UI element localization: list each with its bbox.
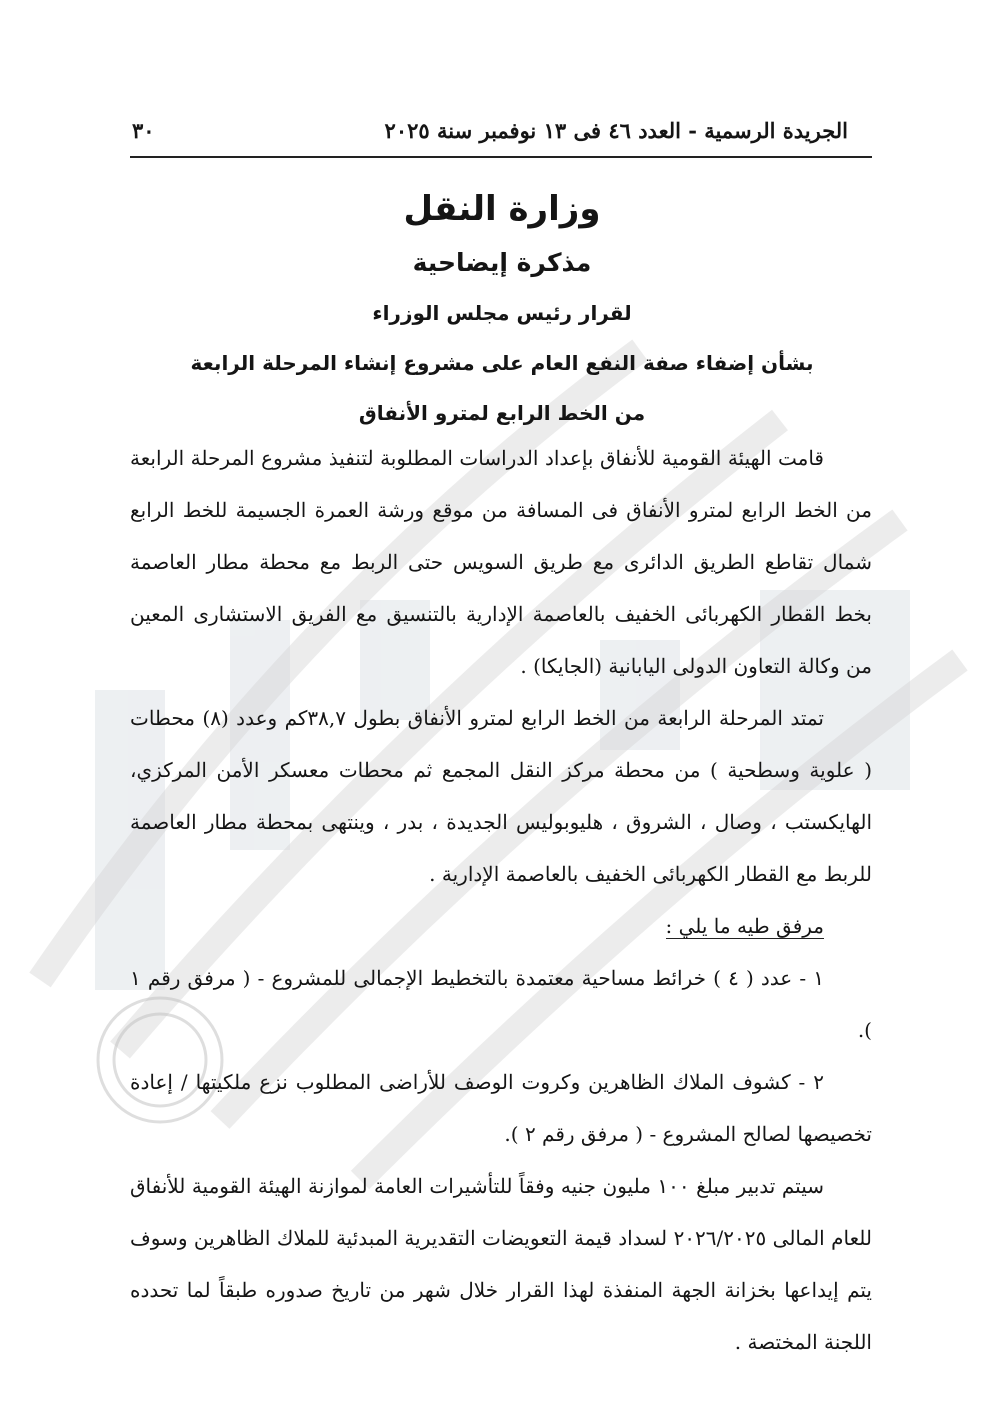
memo-title: مذكرة إيضاحية bbox=[412, 248, 592, 277]
page-header bbox=[132, 112, 848, 148]
title-block bbox=[132, 180, 872, 438]
paragraph-studies: قامت الهيئة القومية للأنفاق بإعداد الدراسات المطلوبة لتنفيذ مشروع المرحلة الرابعة من الخط الرابع لمترو الأنفاق فى المسافة من موقع ورشة العمرة الجسيمة للخط الرابع شمال تقاطع الطريق الدائرى مع طريق السويس حتى الربط مع محطة مطار العاصمة بخط القطار الكهربائى الخفيف بالعاصمة الإدارية بالتنسيق مع الفريق الاستشارى المعين من وكالة التعاون الدولى اليابانية (الجايكا) . bbox=[130, 446, 872, 678]
paragraph-budget: سيتم تدبير مبلغ ١٠٠ مليون جنيه وفقاً للتأشيرات العامة لموازنة الهيئة القومية للأنفاق للعام المالى ٢٠٢٦/٢٠٢٥ لسداد قيمة التعويضات التقديرية المبدئية للملاك الظاهرين وسوف يتم إيداعها بخزانة الجهة المنفذة لهذا القرار خلال شهر من تاريخ صدوره طبقاً لما تحدده اللجنة المختصة . bbox=[130, 1174, 872, 1354]
memo-body bbox=[130, 432, 872, 1368]
attachment-item-2: ٢ - كشوف الملاك الظاهرين وكروت الوصف للأراضى المطلوب نزع ملكيتها / إعادة تخصيصها لصالح المشروع - ( مرفق رقم ٢ ). bbox=[130, 1070, 872, 1146]
page-number: ٣٠ bbox=[132, 117, 155, 143]
attachment-item-1: ١ - عدد ( ٤ ) خرائط مساحية معتمدة بالتخطيط الإجمالى للمشروع - ( مرفق رقم ١ ). bbox=[130, 966, 872, 1042]
ministry-title: وزارة النقل bbox=[403, 189, 601, 229]
paragraph-phase-extent: تمتد المرحلة الرابعة من الخط الرابع لمترو الأنفاق بطول ٣٨,٧كم وعدد (٨) محطات ( علوية وسطحية ) من محطة مركز النقل المجمع ثم محطات معسكر الأمن المركزي، الهايكستب ، وصال ، الشروق ، هليوبوليس الجديدة ، بدر ، وينتهى بمحطة مطار العاصمة للربط مع القطار الكهربائى الخفيف بالعاصمة الإدارية . bbox=[130, 706, 872, 886]
header-divider bbox=[130, 156, 872, 158]
subject-line-2: من الخط الرابع لمترو الأنفاق bbox=[358, 401, 646, 425]
subject-line-1: بشأن إضفاء صفة النفع العام على مشروع إنشاء المرحلة الرابعة bbox=[190, 351, 814, 375]
decision-line: لقرار رئيس مجلس الوزراء bbox=[372, 301, 632, 325]
gazette-issue-line: الجريدة الرسمية - العدد ٤٦ فى ١٣ نوفمبر سنة ٢٠٢٥ bbox=[384, 117, 848, 143]
attachments-heading bbox=[130, 900, 872, 952]
attachments-heading-text: مرفق طيه ما يلي : bbox=[665, 914, 824, 938]
